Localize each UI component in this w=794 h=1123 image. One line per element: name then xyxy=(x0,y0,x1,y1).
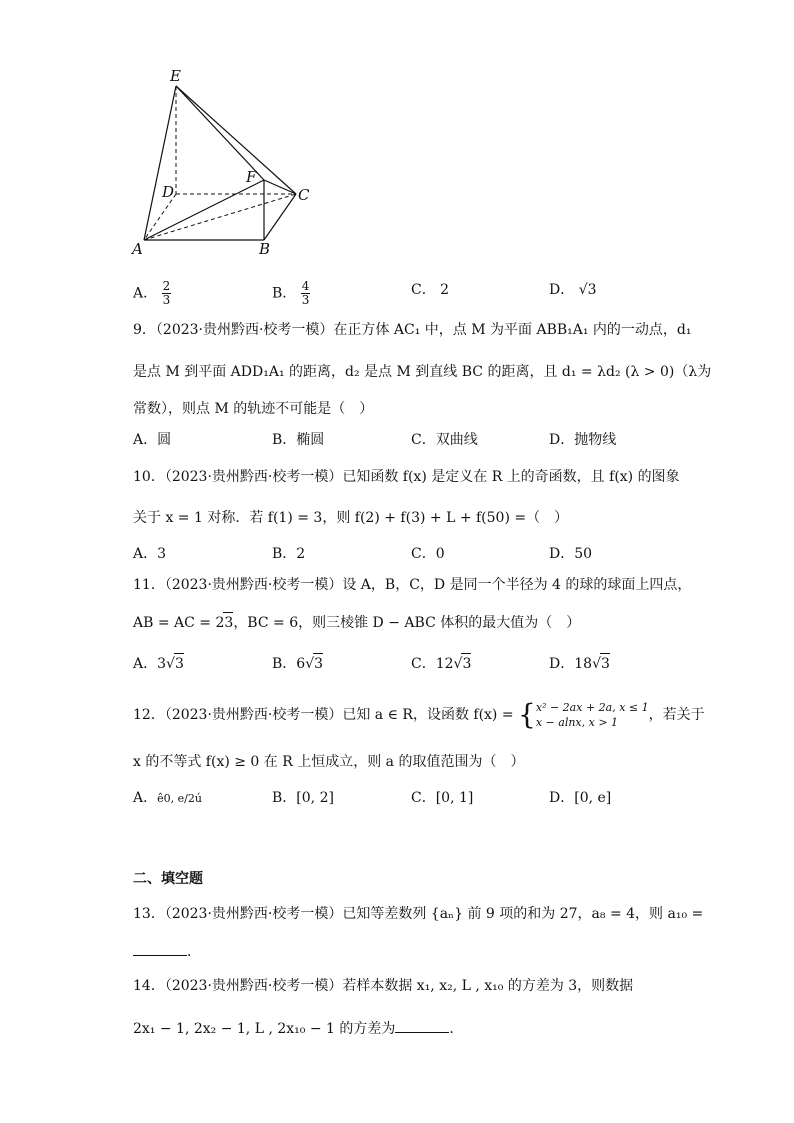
label-E: E xyxy=(170,67,181,85)
q12-option-a xyxy=(133,788,202,809)
q10-option-b: B．2 xyxy=(272,546,306,562)
text-segment: 12．（2023·贵州黔西·校考一模）已知 a ∈ R，设函数 f(x) = xyxy=(133,707,514,723)
q9-line-2: 是点 M 到平面 ADD₁A₁ 的距离，d₂ 是点 M 到直线 BC 的距离，且 d₁ = λd₂ (λ > 0)（λ为 xyxy=(133,364,712,380)
q9-line-1: 9．（2023·贵州黔西·校考一模）在正方体 AC₁ 中，点 M 为平面 ABB₁A₁ 内的一动点，d₁ xyxy=(133,322,692,338)
q12-option-c xyxy=(411,788,473,808)
denominator: 3 xyxy=(301,293,310,307)
q9-line-3: 常数），则点 M 的轨迹不可能是（ ） xyxy=(133,401,374,417)
option-label: D． xyxy=(549,656,575,672)
coefficient: 12 xyxy=(435,656,454,672)
q8-option-d xyxy=(549,280,597,300)
label-B: B xyxy=(259,240,271,258)
option-value: ê0, e/2ú xyxy=(157,792,202,805)
option-label: C． xyxy=(411,282,436,298)
label-C: C xyxy=(298,186,310,204)
option-value: √3 xyxy=(578,282,597,298)
coefficient: 18 xyxy=(574,656,593,672)
q12-option-d xyxy=(549,788,611,808)
option-label: D． xyxy=(549,282,575,298)
q9-option-b: B．椭圆 xyxy=(272,432,325,448)
option-label: B． xyxy=(272,285,297,302)
fraction xyxy=(301,280,311,307)
sqrt-radicand: 3 xyxy=(223,612,233,633)
q10-option-a: A．3 xyxy=(133,546,167,562)
label-F: F xyxy=(246,168,257,186)
option-value: 2 xyxy=(440,282,450,298)
coefficient: 6 xyxy=(296,656,306,672)
pyramid-figure xyxy=(128,64,328,264)
sqrt-radicand: 3 xyxy=(600,653,610,674)
text-segment: ，若关于 xyxy=(648,707,705,723)
q11-option-d: D．18√3 xyxy=(549,653,610,674)
coefficient: 3 xyxy=(157,656,167,672)
answer-blank[interactable] xyxy=(133,941,187,956)
option-label: B． xyxy=(272,790,297,806)
q8-option-c xyxy=(411,280,449,300)
q14-line-2 xyxy=(133,1018,463,1039)
option-label: C． xyxy=(411,656,436,672)
q13-line-1: 13．（2023·贵州黔西·校考一模）已知等差数列 {aₙ} 前 9 项的和为 27，a₈ = 4，则 a₁₀ = xyxy=(133,906,704,922)
q10-line-1: 10．（2023·贵州黔西·校考一模）已知函数 f(x) 是定义在 R 上的奇函数，且 f(x) 的图象 xyxy=(133,469,680,485)
q12-option-b xyxy=(272,788,334,808)
q11-line-2 xyxy=(133,612,580,633)
left-brace: { xyxy=(518,698,536,731)
sqrt-radicand: 3 xyxy=(313,653,323,674)
label-D: D xyxy=(162,183,175,201)
q10-option-d: D．50 xyxy=(549,546,593,562)
option-value: [0, e] xyxy=(574,790,612,806)
q10-option-c: C．0 xyxy=(411,546,445,562)
q8-option-b xyxy=(272,280,310,307)
option-label: B． xyxy=(272,656,297,672)
option-value: [0, 2] xyxy=(296,790,334,806)
section-title: 二、填空题 xyxy=(133,871,203,887)
numerator: 2 xyxy=(162,279,171,293)
sqrt-radicand: 3 xyxy=(174,653,184,674)
sqrt-radicand: 3 xyxy=(461,653,471,674)
text-segment: ． xyxy=(449,1021,464,1037)
option-label: A． xyxy=(133,656,158,672)
q10-line-2: 关于 x = 1 对称．若 f(1) = 3，则 f(2) + f(3) + L + f(50) =（ ） xyxy=(133,510,569,526)
option-value: [0, 1] xyxy=(435,790,474,806)
case-1: x² − 2ax + 2a, x ≤ 1 xyxy=(535,701,649,714)
option-label: A． xyxy=(133,285,158,302)
q9-option-a: A．圆 xyxy=(133,432,172,448)
denominator: 3 xyxy=(162,293,171,307)
q9-option-c: C．双曲线 xyxy=(411,432,478,448)
q11-option-a: A．3√3 xyxy=(133,653,184,674)
option-label: D． xyxy=(549,790,575,806)
q12-line-2: x 的不等式 f(x) ≥ 0 在 R 上恒成立，则 a 的取值范围为（ ） xyxy=(133,754,525,770)
q12-line-1 xyxy=(133,700,705,730)
q11-line-1: 11．（2023·贵州黔西·校考一模）设 A，B，C，D 是同一个半径为 4 的球的球面上四点， xyxy=(133,577,692,593)
q13-line-2 xyxy=(133,941,201,962)
q11-option-b: B．6√3 xyxy=(272,653,323,674)
option-label: C． xyxy=(411,790,436,806)
piecewise-cases xyxy=(536,700,649,730)
fraction xyxy=(162,280,172,307)
q11-option-c: C．12√3 xyxy=(411,653,471,674)
q14-line-1: 14．（2023·贵州黔西·校考一模）若样本数据 x₁, x₂, L , x₁₀ 的方差为 3，则数据 xyxy=(133,978,634,994)
option-label: A． xyxy=(133,790,158,806)
text-segment: 2x₁ − 1, 2x₂ − 1, L , 2x₁₀ − 1 的方差为 xyxy=(133,1021,396,1037)
case-2: x − alnx, x > 1 xyxy=(535,716,619,729)
numerator: 4 xyxy=(301,279,310,293)
q8-option-a xyxy=(133,280,171,307)
text-segment: ，BC = 6，则三棱锥 D − ABC 体积的最大值为（ ） xyxy=(233,615,581,631)
label-A: A xyxy=(132,240,143,258)
q9-option-d: D．抛物线 xyxy=(549,432,617,448)
answer-blank[interactable] xyxy=(395,1018,449,1033)
text-segment: ． xyxy=(187,944,201,960)
text-segment: AB = AC = 2 xyxy=(133,615,225,631)
